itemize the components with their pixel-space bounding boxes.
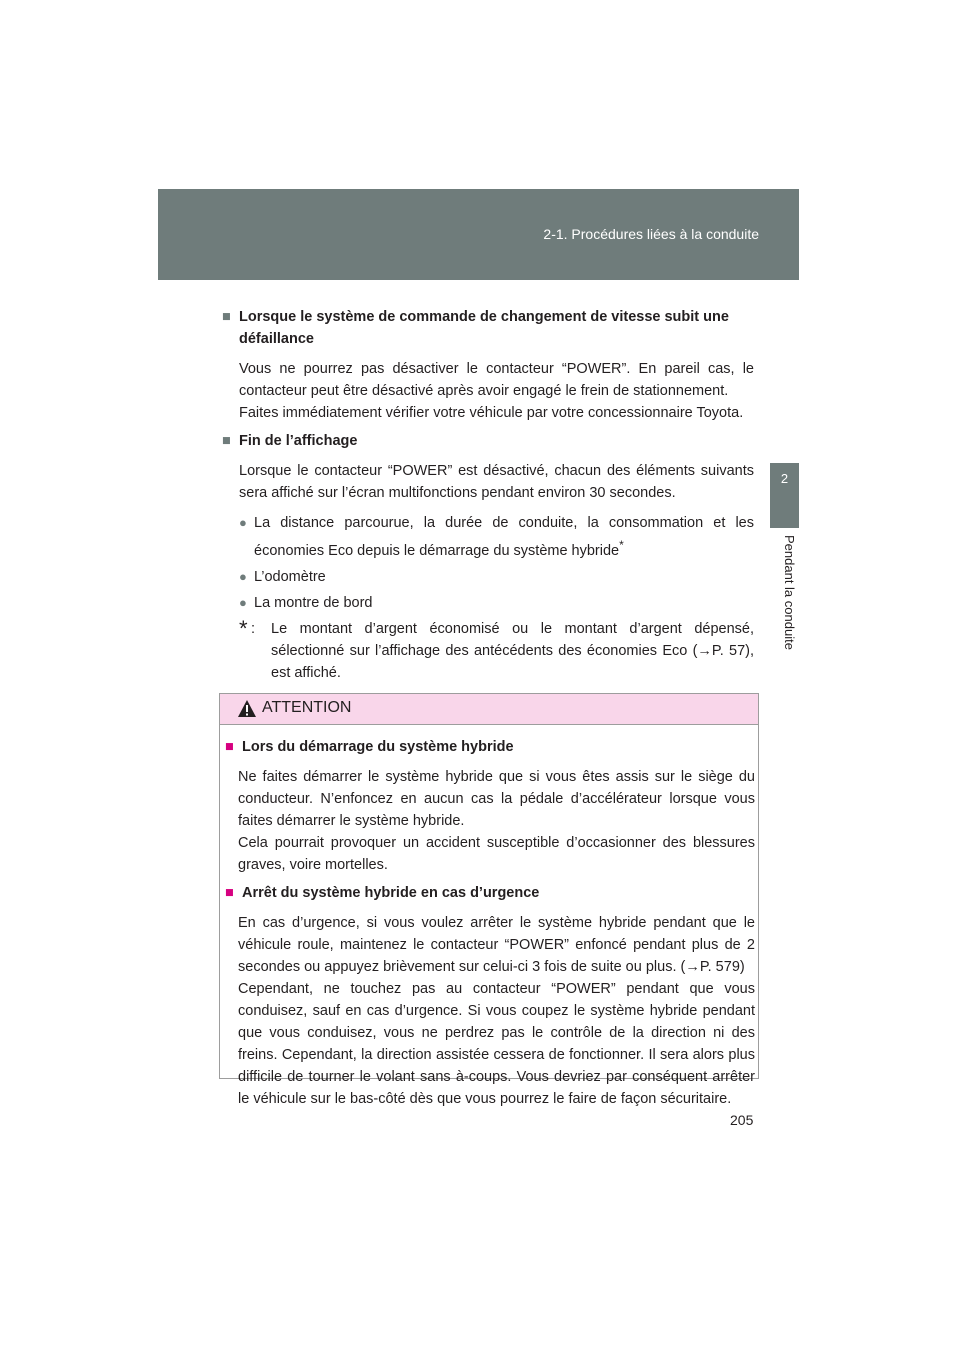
circle-bullet-icon: ● xyxy=(239,568,247,584)
square-bullet-icon: ■ xyxy=(225,885,234,901)
warning-heading: ■ Lors du démarrage du système hybride xyxy=(225,736,755,758)
chapter-tab xyxy=(770,463,799,528)
paragraph: Lorsque le contacteur “POWER” est désactivé, chacun des éléments suivants sera affiché sur l’écran multifonctions pendant environ 30 secondes. xyxy=(239,463,754,501)
square-bullet-icon: ■ xyxy=(225,739,234,755)
paragraph: Ne faites démarrer le système hybride que si vous êtes assis sur le siège du conducteur. N’enfoncez en aucun cas la pédale d’accélérateur lorsque vous faites démarrer le système hybride. xyxy=(238,769,755,829)
warning-body xyxy=(225,736,755,1110)
paragraph: Cependant, ne touchez pas au contacteur “POWER” pendant que vous conduisez, sauf en cas d’urgence. Si vous coupez le système hybride pendant que vous conduisez, vous ne perdrez pas le contrôle de la direction ni des freins. Cependant, la direction assistée cessera de fonctionner. Il sera alors plus difficile de tourner le volant sans à-coups. Vous devriez par conséquent arrêter le véhicule sur le bas-côté dès que vous pourrez le faire de façon sécuritaire. xyxy=(238,981,755,1107)
list-item: ● La distance parcourue, la durée de conduite, la consommation et les économies Eco depuis le démarrage du système hybride* xyxy=(222,512,754,562)
circle-bullet-icon: ● xyxy=(239,515,247,530)
paragraph: Cela pourrait provoquer un accident susceptible d’occasionner des blessures graves, voire mortelles. xyxy=(238,835,755,873)
section-heading: ■ Fin de l’affichage xyxy=(222,430,754,452)
footnote-star: * xyxy=(619,538,624,552)
warning-title: ATTENTION xyxy=(262,699,352,716)
circle-bullet-icon: ● xyxy=(239,594,247,610)
chapter-number: 2 xyxy=(780,471,789,486)
paragraph: Faites immédiatement vérifier votre véhicule par votre concessionnaire Toyota. xyxy=(239,405,744,421)
page-header xyxy=(158,189,799,280)
chapter-tab-label: Pendant la conduite xyxy=(782,535,797,650)
square-bullet-icon: ■ xyxy=(222,433,231,449)
square-bullet-icon: ■ xyxy=(222,309,231,325)
page-number: 205 xyxy=(730,1112,754,1128)
footnote-star: * xyxy=(239,615,248,641)
list-item: ● L’odomètre xyxy=(222,566,754,588)
list-item: ● La montre de bord xyxy=(222,592,754,614)
chapter-title: 2-1. Procédures liées à la conduite xyxy=(543,226,759,242)
paragraph: Vous ne pourrez pas désactiver le contacteur “POWER”. En pareil cas, le contacteur peut être désactivé après avoir engagé le frein de stationnement. xyxy=(239,361,754,399)
warning-heading: ■ Arrêt du système hybride en cas d’urgence xyxy=(225,882,755,904)
warning-header xyxy=(220,694,758,725)
warning-triangle-icon xyxy=(237,699,257,718)
main-content xyxy=(222,306,754,684)
paragraph: En cas d’urgence, si vous voulez arrêter le système hybride pendant que le véhicule roule, maintenez le contacteur “POWER” enfoncé pendant plus de 2 secondes ou appuyez brièvement sur celui-ci 3 fois de suite ou plus. (→P. 579) xyxy=(238,915,755,975)
footnote: * : Le montant d’argent économisé ou le montant d’argent dépensé, sélectionné sur l’affichage des antécédents des économies Eco (→P. 57), est affiché. xyxy=(222,618,754,684)
warning-box xyxy=(219,693,759,1107)
section-heading: ■ Lorsque le système de commande de changement de vitesse subit une défaillance xyxy=(222,306,754,350)
